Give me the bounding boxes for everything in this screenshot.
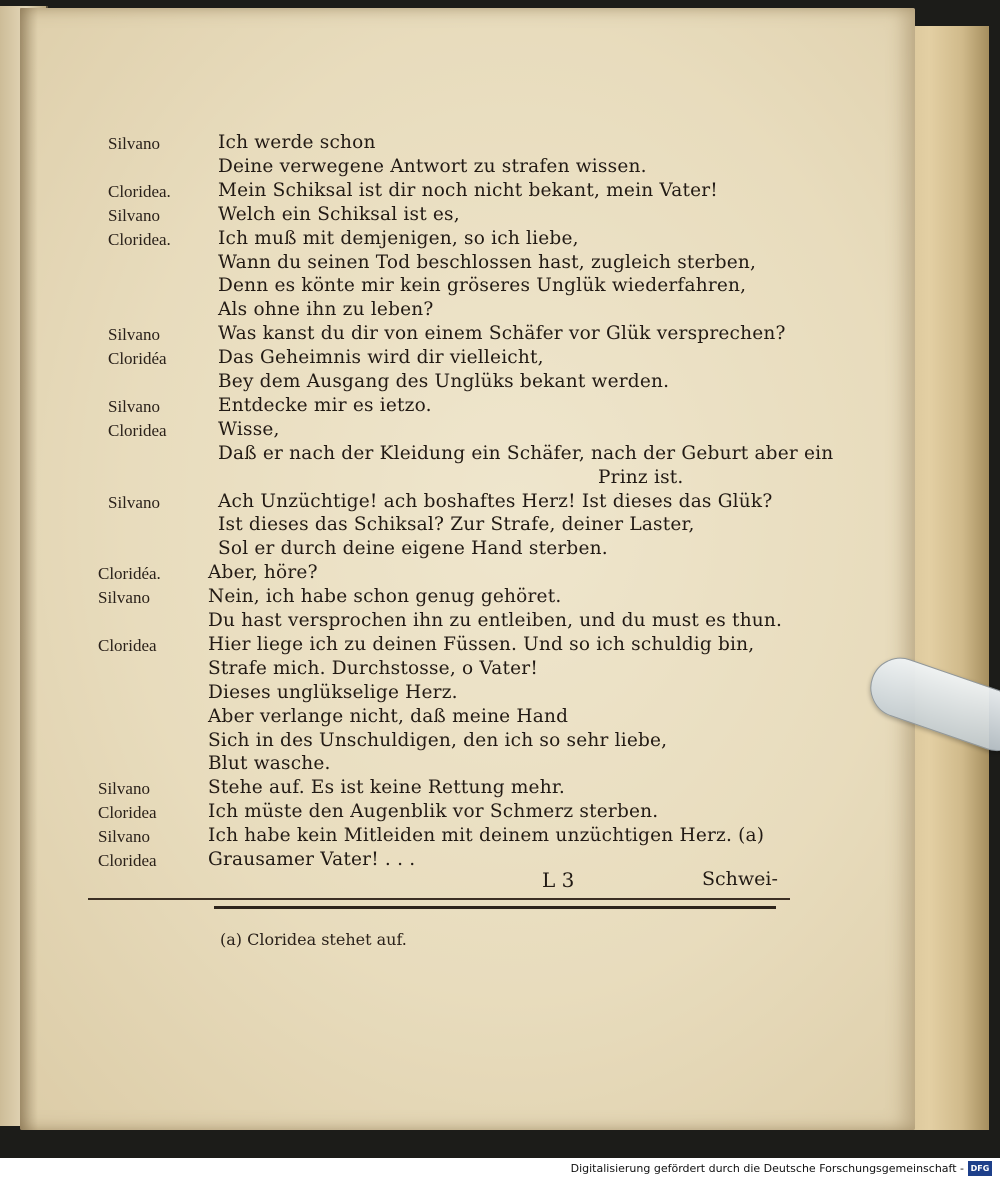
speaker-name: Silvano — [108, 492, 160, 512]
dialogue-line: Dieses unglükselige Herz. — [208, 681, 458, 703]
speaker-name: Silvano — [108, 205, 160, 225]
dialogue-line: Ich werde schon — [218, 132, 376, 153]
dialogue-line: Prinz ist. — [598, 466, 684, 488]
speaker-name: Cloridea — [98, 851, 157, 870]
dialogue-line: Aber verlange nicht, daß meine Hand — [208, 705, 569, 727]
footnote-rule — [214, 906, 776, 909]
dialogue-line: Welch ein Schiksal ist es, — [218, 203, 460, 225]
dfg-logo: DFG — [968, 1161, 992, 1176]
dialogue-line: Das Geheimnis wird dir vielleicht, — [218, 347, 544, 369]
dialogue-line: Blut wasche. — [208, 753, 331, 775]
page-gutter-shadow — [20, 8, 38, 1130]
dialogue-line: Daß er nach der Kleidung ein Schäfer, nach der Geburt aber ein — [218, 442, 834, 464]
speaker-name: Silvano — [98, 779, 150, 799]
signature-mark: L 3 — [542, 868, 575, 892]
dialogue-line: Strafe mich. Durchstosse, o Vater! — [208, 657, 538, 679]
dialogue-line: Aber, höre? — [208, 562, 318, 584]
dialogue-line: Hier liege ich zu deinen Füssen. Und so ich schuldig bin, — [208, 633, 755, 655]
dialogue-line: Als ohne ihn zu leben? — [218, 299, 434, 321]
dialogue-line: Du hast versprochen ihn zu entleiben, und du must es thun. — [208, 610, 783, 631]
speaker-name: Cloridea. — [108, 229, 171, 249]
dialogue-line: Bey dem Ausgang des Unglüks bekant werden. — [218, 371, 670, 392]
dialogue-line: Deine verwegene Antwort zu strafen wissen. — [218, 155, 647, 177]
dialogue-line: Denn es könte mir kein gröseres Unglük wiederfahren, — [218, 275, 747, 297]
speaker-name: Silvano — [98, 827, 150, 847]
dialogue-line: Wisse, — [218, 418, 280, 440]
speaker-name: Silvano — [108, 396, 160, 416]
speaker-name: Cloridea — [98, 803, 157, 823]
dialogue-line: Stehe auf. Es ist keine Rettung mehr. — [208, 777, 565, 799]
footnote: (a) Cloridea stehet auf. — [220, 930, 407, 949]
speaker-name: Cloridea — [108, 420, 167, 440]
catchword: Schwei- — [702, 868, 778, 890]
dialogue-line: Ist dieses das Schiksal? Zur Strafe, deiner Laster, — [218, 514, 695, 536]
speaker-name: Silvano — [108, 325, 160, 345]
dialogue-line: Mein Schiksal ist dir noch nicht bekant, mein Vater! — [218, 179, 718, 201]
speaker-name: Cloridéa — [108, 349, 167, 369]
speaker-name: Cloridéa. — [98, 564, 161, 584]
speaker-name: Cloridea — [98, 635, 157, 655]
dialogue-line: Wann du seinen Tod beschlossen hast, zugleich sterben, — [218, 251, 757, 273]
page-rule — [88, 898, 790, 900]
dialogue-line: Nein, ich habe schon genug gehöret. — [208, 586, 562, 608]
dialogue-line: Ich müste den Augenblik vor Schmerz sterben. — [208, 801, 659, 823]
dialogue-line: Ich habe kein Mitleiden mit deinem unzüchtigen Herz. (a) — [208, 825, 765, 847]
dfg-credit-text: Digitalisierung gefördert durch die Deutsche Forschungsgemeinschaft - — [570, 1162, 964, 1175]
speaker-name: Silvano — [98, 588, 150, 608]
dialogue-line: Ach Unzüchtige! ach boshaftes Herz! Ist dieses das Glük? — [218, 490, 773, 512]
dialogue-line: Was kanst du dir von einem Schäfer vor Glük versprechen? — [218, 323, 786, 345]
dialogue-line: Ich muß mit demjenigen, so ich liebe, — [218, 227, 579, 249]
dialogue-line: Sich in des Unschuldigen, den ich so sehr liebe, — [208, 729, 668, 751]
speaker-name: Cloridea. — [108, 181, 171, 201]
dialogue-line: Grausamer Vater! . . . — [208, 849, 416, 870]
speaker-name: Silvano — [108, 134, 160, 153]
dialogue-line: Entdecke mir es ietzo. — [218, 394, 432, 416]
dialogue-line: Sol er durch deine eigene Hand sterben. — [218, 538, 608, 560]
